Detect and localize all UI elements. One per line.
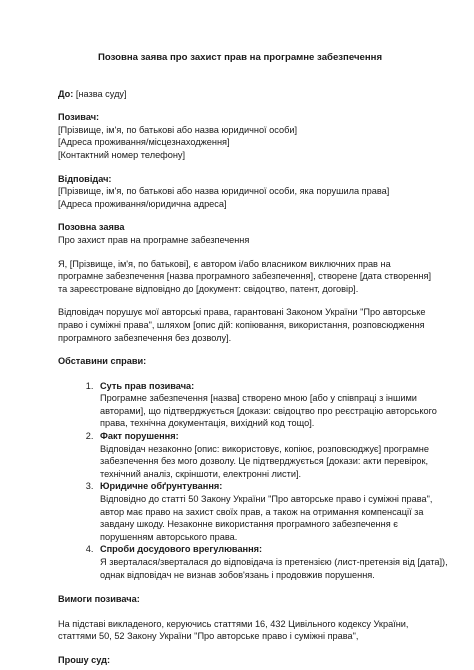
paragraph-line: програмне забезпечення [назва програмного забезпечення], створене [дата створення] [58,271,432,282]
paragraph-line: та зареєстроване відповідно до [документ: свідоцтво, патент, договір]. [58,283,359,294]
paragraph-line: статтями 50, 52 Закону України "Про авторське право і суміжні права", [58,631,359,642]
plaintiff-address: [Адреса проживання/місцезнаходження] [58,137,230,148]
list-item-title: 1. Суть прав позивача: [100,380,195,391]
claim-block [58,221,422,246]
court-value: [назва суду] [73,88,127,99]
claim-label: Позовна заява [58,222,125,233]
plaintiff-label: Позивач: [58,112,100,123]
list-item [96,430,429,480]
list-item-line: порушенням авторського права. [100,531,238,542]
list-item-title: 3. Юридичне обґрунтування: [100,481,223,492]
court-label: До: [58,88,74,99]
plaintiff-phone: [Контактний номер телефону] [58,149,186,160]
list-item-title: 2. Факт порушення: [100,431,179,442]
circumstances-list [58,380,448,582]
paragraph-line: Я, [Прізвище, ім'я, по батькові], є автором і/або власником виключних прав на [58,258,391,269]
paragraph-line: програмного забезпечення без дозволу]. [58,332,232,343]
list-item-line: Програмне забезпечення [назва] створено мною [або у співпраці з іншими [100,393,417,404]
paragraph-line: право і суміжні права", шляхом [опис дій: копіювання, використання, розповсюдження [58,319,425,330]
list-item-line: права, технічна документація, вихідний код тощо]. [100,418,315,429]
circumstances-title: Обставини справи: [58,356,147,367]
paragraph-line: Відповідач порушує мої авторські права, гарантовані Законом України "Про авторське [58,307,426,318]
list-item-line: автор має право на захист своїх прав, а також на отримання компенсації за [100,506,424,517]
demands-paragraph [58,618,422,643]
defendant-name: [Прізвище, ім'я, по батькові або назва юридичної особи, яка порушила права] [58,186,390,197]
list-item-title: 4. Спроби досудового врегулювання: [100,544,263,555]
document-title: Позовна заява про захист прав на програмне забезпечення [97,52,383,63]
list-item [96,380,437,430]
defendant-block [58,173,422,211]
plaintiff-block [58,111,422,161]
list-item-line: забезпечення без мого дозволу. Це підтверджується [докази: акти перевірок, [100,456,429,467]
claim-subject: Про захист прав на програмне забезпечення [58,234,250,245]
list-item [96,480,433,543]
court-line [58,88,422,101]
list-item-line: завдану шкоду. Незаконне використання програмного забезпечення є [100,519,398,530]
list-item-line: авторами], що підтверджується [докази: свідоцтво про реєстрацію авторського [100,405,437,416]
list-item-line: Відповідно до статті 50 Закону України "Про авторське право і суміжні права", [100,494,433,505]
list-item-line: однак відповідач не визнав зобов'язань і продовжив порушення. [100,569,375,580]
paragraph-authorship [58,258,432,296]
list-item-line: Відповідач незаконно [опис: використовує, копіює, розповсюджує] програмне [100,443,429,454]
paragraph-line: На підставі викладеного, керуючись статтями 16, 432 Цивільного кодексу України, [58,618,409,629]
list-item-line: технічний аналіз, скріншоти, електронні листи]. [100,468,302,479]
demands-title: Вимоги позивача: [58,594,140,605]
defendant-label: Відповідач: [58,173,112,184]
plaintiff-name: [Прізвище, ім'я, по батькові або назва юридичної особи] [58,124,298,135]
paragraph-violation [58,306,426,344]
list-item-line: Я зверталася/зверталася до відповідача із претензією (лист-претензія від [дата]), [100,557,448,567]
request-title: Прошу суд: [58,654,111,665]
list-item [96,543,448,581]
defendant-address: [Адреса проживання/юридична адреса] [58,198,227,209]
